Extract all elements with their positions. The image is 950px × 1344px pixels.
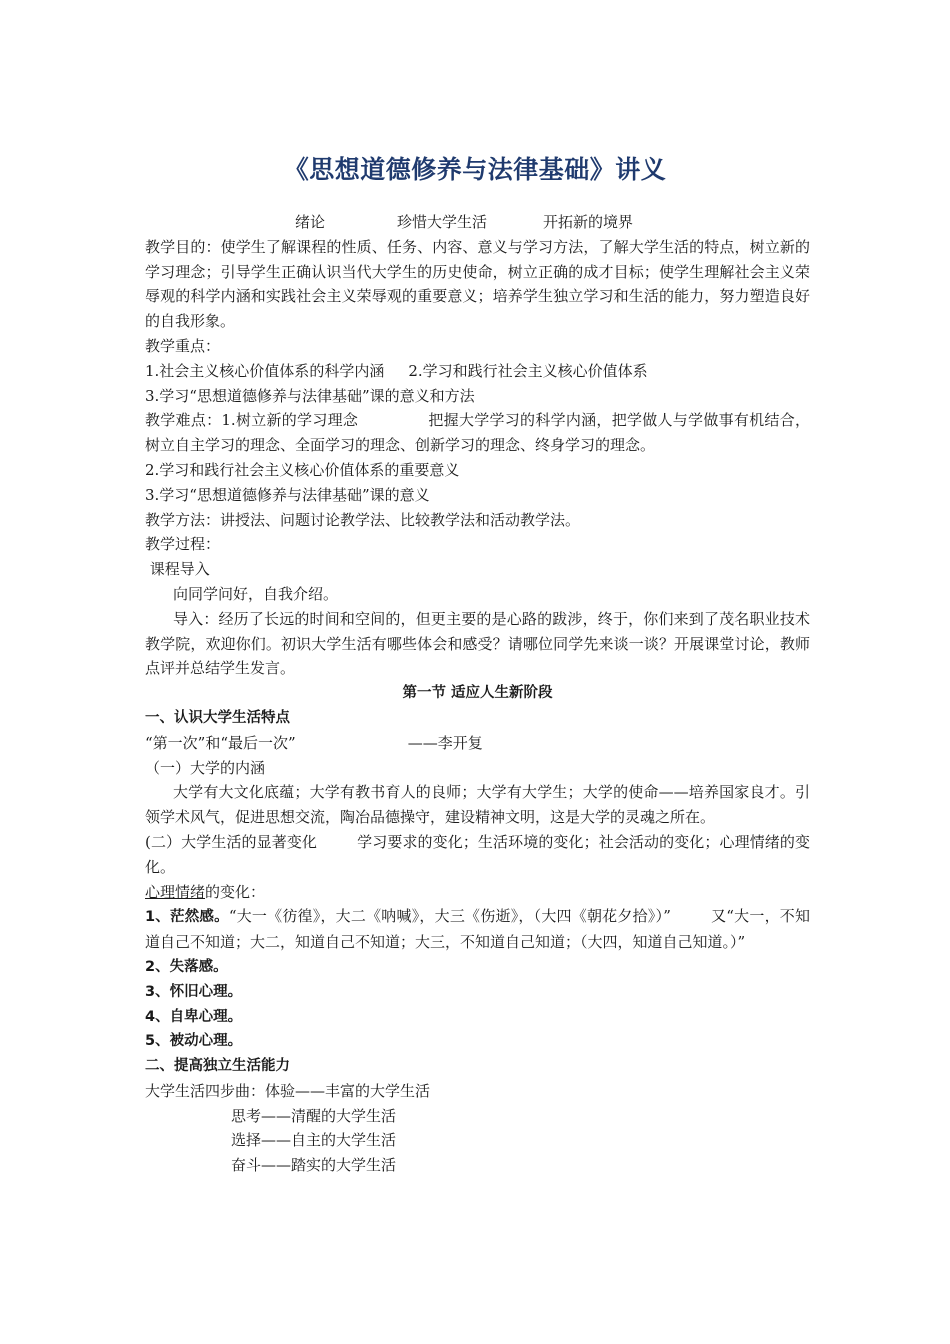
university-meaning-text: 大学有大文化底蕴；大学有教书育人的良师；大学有大学生；大学的使命——培养国家良才。引领学术风气，促进思想交流，陶冶品德操守，建设精神文明，这是大学的灵魂之所在。 [145,783,810,827]
psych-item-1-title: 1、茫然感。 [145,909,229,926]
psych-item-4: 4、自卑心理。 [145,1008,243,1025]
psych-change-label [145,880,810,905]
intro-heading [145,210,810,235]
difficulties-text: 把握大学学习的科学内涵，把学做人与学做事有机结合，树立自主学习的理念、全面学习的理念、创新学习的理念、终身学习的理念。 [145,411,810,455]
document-body [145,210,810,1178]
quote-author: ——李开复 [407,733,483,752]
psych-underlined: 心理情绪 [145,882,206,901]
key-point-1: 1.社会主义核心价值体系的科学内涵 [145,361,385,380]
changes-paragraph [145,830,810,880]
psych-item-1-text2: 又“大一，不知道自己不知道；大二，知道自己不知道；大三，不知道自己知道；（大四，知道自己知道。）” [145,907,811,952]
process-label: 教学过程： [145,535,221,554]
section-1-heading: 第一节 适应人生新阶段 [402,685,553,702]
psych-item-1-text: “大一《彷徨》，大二《呐喊》，大三《伤逝》，（大四《朝花夕拾》）” [228,907,671,926]
teaching-methods: 教学方法：讲授法、问题讨论教学法、比较教学法和活动教学法。 [145,510,581,529]
quote-line [145,731,810,756]
step-3: 选择——自主的大学生活 [231,1131,397,1150]
difficulties-paragraph [145,408,810,458]
teaching-objective: 教学目的：使学生了解课程的性质、任务、内容、意义与学习方法，了解大学生活的特点，树立新的学习理念；引导学生正确认识当代大学生的历史使命，树立正确的成才目标；使学生理解社会主义荣辱观的科学内涵和实践社会主义荣辱观的重要意义；培养学生独立学习和生活的能力，努力塑造良好的自我形象。 [145,237,810,331]
psych-item-1 [145,904,810,955]
psych-item-3: 3、怀旧心理。 [145,983,243,1000]
step-2: 思考——清醒的大学生活 [231,1106,397,1125]
difficulty-2: 2.学习和践行社会主义核心价值体系的重要意义 [145,460,460,479]
intro-part3: 开拓新的境界 [543,213,634,231]
key-point-3: 3.学习“思想道德修养与法律基础”课的意义和方法 [145,386,475,405]
key-point-2: 2.学习和践行社会主义核心价值体系 [408,361,648,380]
subsection-2-heading: 二、提高独立生活能力 [145,1058,290,1075]
difficulties-lead: 教学难点：1.树立新的学习理念 [145,411,359,430]
quote-text: “第一次”和“最后一次” [145,733,296,752]
key-points-label: 教学重点： [145,336,221,355]
changes-heading: (二）大学生活的显著变化 [145,832,318,851]
psych-rest: 的变化： [205,882,266,901]
difficulty-3: 3.学习“思想道德修养与法律基础”课的意义 [145,485,430,504]
course-intro-label: 课程导入 [145,560,210,579]
steps-lead: 大学生活四步曲：体验——丰富的大学生活 [145,1081,431,1100]
document-title: 《思想道德修养与法律基础》讲义 [283,155,667,184]
intro-part1: 绪论 [295,213,326,231]
guide-paragraph: 导入：经历了长远的时间和空间的，但更主要的是心路的跋涉，终于，你们来到了茂名职业技术教学院，欢迎你们。初识大学生活有哪些体会和感受？请哪位同学先来谈一谈？开展课堂讨论，教师点评并总结学生发言。 [145,609,810,678]
changes-text: 学习要求的变化；生活环境的变化；社会活动的变化；心理情绪的变化。 [145,832,810,876]
psych-item-5: 5、被动心理。 [145,1033,243,1050]
step-4: 奋斗——踏实的大学生活 [231,1156,397,1175]
psych-item-2: 2、失落感。 [145,958,228,975]
key-points-row [145,359,810,384]
university-meaning-heading: （一）大学的内涵 [145,758,266,777]
subsection-1-heading: 一、认识大学生活特点 [145,709,290,726]
greeting: 向同学问好，自我介绍。 [173,584,339,603]
intro-part2: 珍惜大学生活 [397,213,488,231]
